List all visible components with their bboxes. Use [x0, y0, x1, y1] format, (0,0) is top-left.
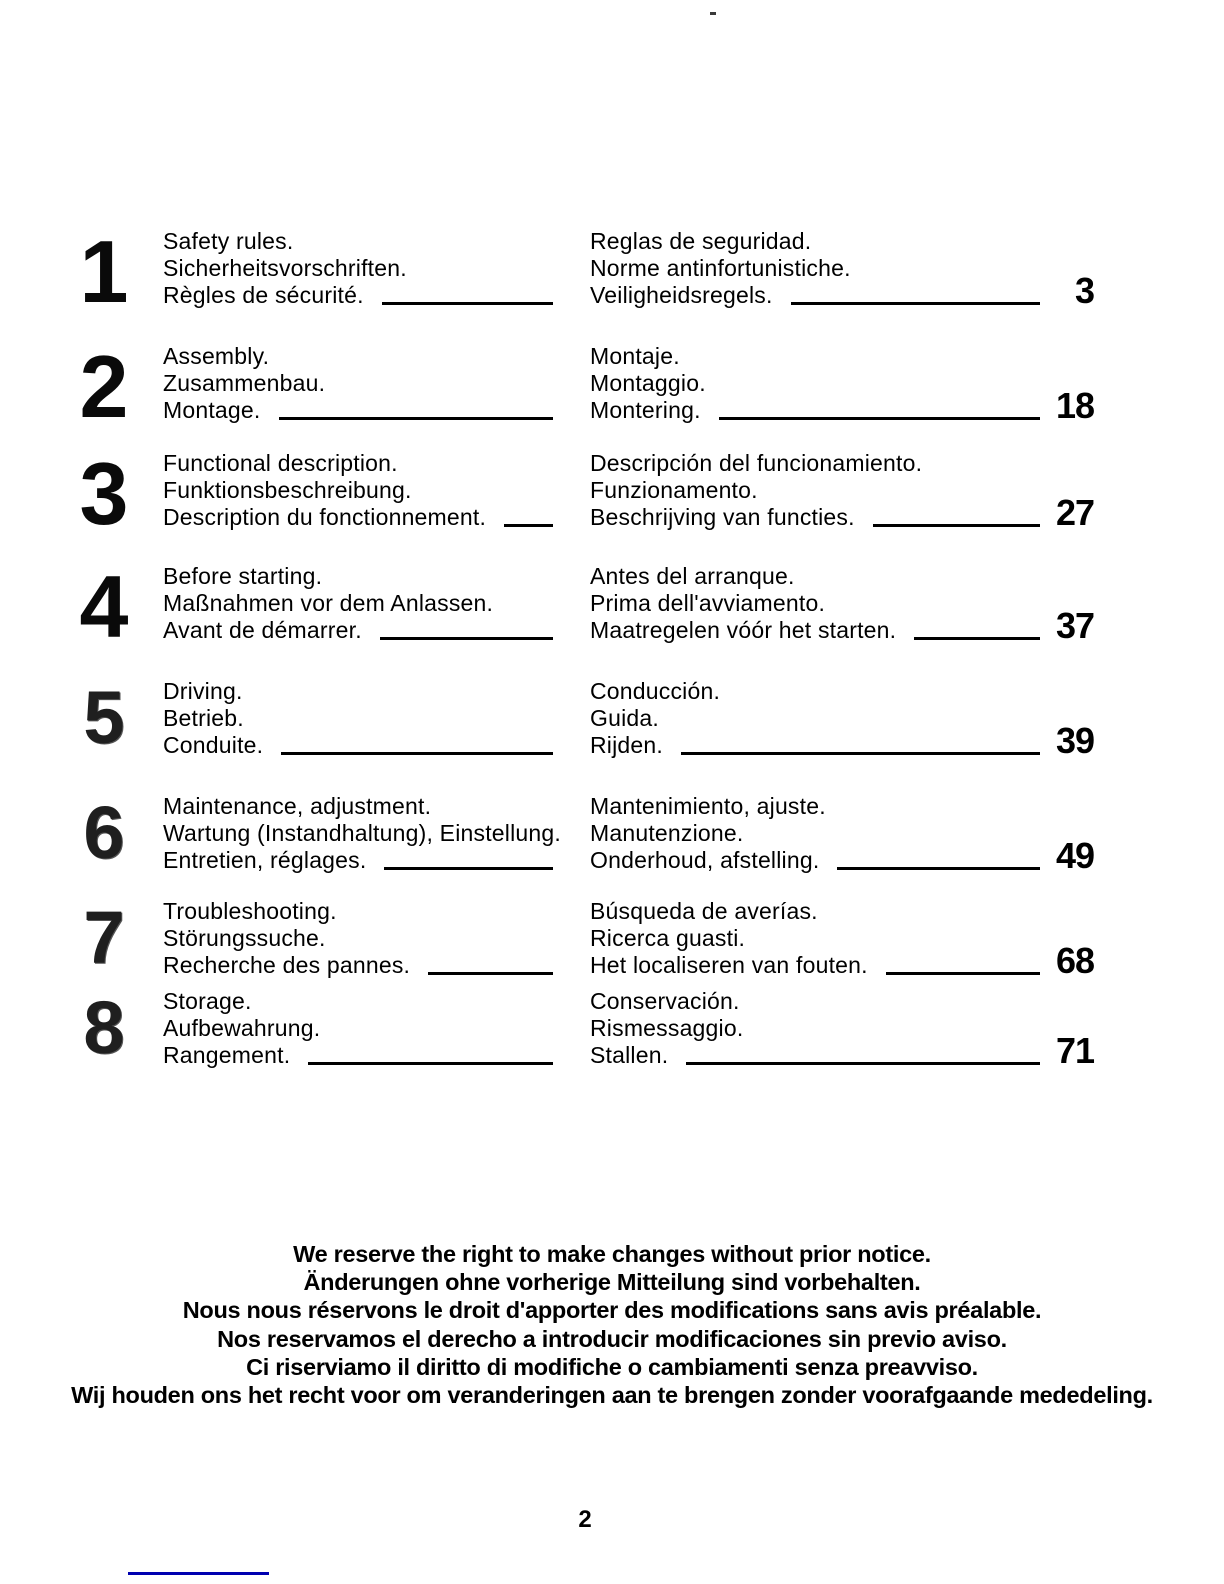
toc-line: Norme antinfortunistiche.	[590, 255, 851, 281]
toc-line-text: Conduite.	[163, 732, 264, 758]
toc-entry-left	[163, 563, 555, 644]
toc-line: Manutenzione.	[590, 820, 744, 846]
toc-line-text: Montering.	[590, 397, 701, 423]
toc-line: Safety rules.	[163, 228, 294, 254]
section-number: 7	[83, 896, 123, 979]
toc-line: Funzionamento.	[590, 477, 758, 503]
toc-line	[590, 617, 1042, 644]
change-notice-de: Änderungen ohne vorherige Mitteilung sind vorbehalten.	[303, 1269, 921, 1296]
toc-line	[163, 397, 555, 424]
leader-line	[281, 752, 553, 755]
section-number: 1	[79, 222, 127, 321]
toc-line-text: Avant de démarrer.	[163, 617, 362, 643]
toc-line: Ricerca guasti.	[590, 925, 746, 951]
toc-section-before-starting	[0, 557, 1224, 656]
leader-line	[914, 637, 1040, 640]
toc-line: Búsqueda de averías.	[590, 898, 818, 924]
toc-line: Funktionsbeschreibung.	[163, 477, 412, 503]
page-ref: 68	[1055, 940, 1094, 981]
page-ref: 39	[1055, 720, 1094, 761]
toc-section-functional-description	[0, 444, 1224, 543]
toc-line: Conservación.	[590, 988, 740, 1014]
leader-line	[837, 867, 1040, 870]
toc-section-assembly	[0, 337, 1224, 436]
toc-line: Maßnahmen vor dem Anlassen.	[163, 590, 494, 616]
toc-entry-left	[163, 228, 555, 309]
section-number: 6	[83, 791, 123, 874]
leader-line	[791, 302, 1040, 305]
toc-line: Rismessaggio.	[590, 1015, 744, 1041]
page-number: 2	[578, 1506, 592, 1533]
leader-line	[504, 524, 553, 527]
toc-line	[590, 282, 1042, 309]
toc-entry-right	[590, 563, 1042, 644]
toc-line: Storage.	[163, 988, 252, 1014]
toc-entry-left	[163, 343, 555, 424]
section-number: 2	[79, 337, 127, 436]
toc-entry-right	[590, 343, 1042, 424]
change-notice-fr: Nous nous réservons le droit d'apporter des modifications sans avis préalable.	[182, 1297, 1042, 1324]
toc-line: Antes del arranque.	[590, 563, 795, 589]
toc-line-text: Règles de sécurité.	[163, 282, 364, 308]
page-ref: 27	[1055, 492, 1094, 533]
toc-entry-right	[590, 898, 1042, 979]
leader-line	[382, 302, 553, 305]
leader-line	[279, 417, 554, 420]
page-ref: 18	[1055, 385, 1094, 426]
change-notice-es: Nos reservamos el derecho a introducir modificaciones sin previo aviso.	[217, 1325, 1007, 1352]
toc-entry-left	[163, 898, 555, 979]
toc-line: Montaggio.	[590, 370, 706, 396]
toc-line-text: Veiligheidsregels.	[590, 282, 773, 308]
toc-line-text: Rangement.	[163, 1042, 291, 1068]
toc-line: Wartung (Instandhaltung), Einstellung.	[163, 820, 561, 846]
toc-section-troubleshooting	[0, 898, 1224, 986]
leader-line	[428, 972, 553, 975]
toc-entry-right	[590, 228, 1042, 309]
toc-line-text: Recherche des pannes.	[163, 952, 411, 978]
toc-entry-right	[590, 988, 1042, 1069]
change-notice-it: Ci riserviamo il diritto di modifiche o cambiamenti senza preavviso.	[246, 1353, 978, 1380]
toc-line: Guida.	[590, 705, 659, 731]
toc-line-text: Maatregelen vóór het starten.	[590, 617, 897, 643]
toc-line: Störungssuche.	[163, 925, 326, 951]
leader-line	[380, 637, 553, 640]
toc-line	[163, 952, 555, 979]
leader-line	[686, 1062, 1040, 1065]
section-number: 8	[83, 986, 123, 1069]
blue-underline-artifact	[128, 1572, 269, 1575]
section-number: 5	[83, 676, 123, 759]
toc-line: Mantenimiento, ajuste.	[590, 793, 826, 819]
toc-line-text: Montage.	[163, 397, 261, 423]
toc-line-text: Stallen.	[590, 1042, 669, 1068]
leader-line	[308, 1062, 553, 1065]
toc-line: Montaje.	[590, 343, 680, 369]
toc-entry-left	[163, 793, 561, 874]
change-notice-nl: Wij houden ons het recht voor om veranderingen aan te brengen zonder voorafgaande mededeling.	[71, 1382, 1153, 1409]
section-number: 4	[79, 557, 127, 656]
toc-line: Maintenance, adjustment.	[163, 793, 432, 819]
toc-line	[590, 504, 1042, 531]
toc-entry-left	[163, 678, 555, 759]
toc-line: Zusammenbau.	[163, 370, 326, 396]
toc-entry-right	[590, 678, 1042, 759]
leader-line	[873, 524, 1040, 527]
toc-line: Assembly.	[163, 343, 270, 369]
page-ref: 3	[1074, 270, 1094, 311]
leader-line	[384, 867, 553, 870]
toc-section-storage	[0, 988, 1224, 1076]
toc-line	[590, 732, 1042, 759]
toc-section-maintenance	[0, 793, 1224, 881]
toc-line-text: Onderhoud, afstelling.	[590, 847, 820, 873]
toc-entry-left	[163, 988, 555, 1069]
page-ref: 37	[1055, 605, 1094, 646]
toc-line: Before starting.	[163, 563, 323, 589]
toc-entry-left	[163, 450, 555, 531]
toc-line	[590, 847, 1042, 874]
scan-artifact-dot	[710, 12, 716, 15]
toc-section-driving	[0, 678, 1224, 766]
toc-line	[163, 504, 555, 531]
toc-line: Troubleshooting.	[163, 898, 337, 924]
toc-line: Functional description.	[163, 450, 398, 476]
leader-line	[886, 972, 1040, 975]
toc-line: Descripción del funcionamiento.	[590, 450, 923, 476]
toc-line-text: Description du fonctionnement.	[163, 504, 487, 530]
toc-line: Reglas de seguridad.	[590, 228, 812, 254]
toc-line: Prima dell'avviamento.	[590, 590, 826, 616]
toc-line	[163, 282, 555, 309]
toc-line: Sicherheitsvorschriften.	[163, 255, 407, 281]
leader-line	[719, 417, 1040, 420]
toc-line	[590, 1042, 1042, 1069]
leader-line	[681, 752, 1040, 755]
toc-line-text: Rijden.	[590, 732, 663, 758]
toc-section-safety-rules	[0, 222, 1224, 321]
toc-line	[590, 952, 1042, 979]
toc-line	[163, 847, 555, 874]
change-notice-block	[0, 1240, 1224, 1409]
toc-line-text: Beschrijving van functies.	[590, 504, 855, 530]
toc-entry-right	[590, 450, 1042, 531]
change-notice-en: We reserve the right to make changes without prior notice.	[293, 1241, 931, 1267]
toc-line: Aufbewahrung.	[163, 1015, 321, 1041]
toc-entry-right	[590, 793, 1042, 874]
toc-line: Betrieb.	[163, 705, 244, 731]
toc-line: Driving.	[163, 678, 243, 704]
toc-line-text: Het localiseren van fouten.	[590, 952, 868, 978]
toc-line	[590, 397, 1042, 424]
toc-line	[163, 1042, 555, 1069]
toc-line	[163, 732, 555, 759]
page-ref: 71	[1055, 1030, 1094, 1071]
toc-line-text: Entretien, réglages.	[163, 847, 367, 873]
page-ref: 49	[1055, 835, 1094, 876]
section-number: 3	[79, 444, 127, 543]
toc-line: Conducción.	[590, 678, 721, 704]
toc-line	[163, 617, 555, 644]
